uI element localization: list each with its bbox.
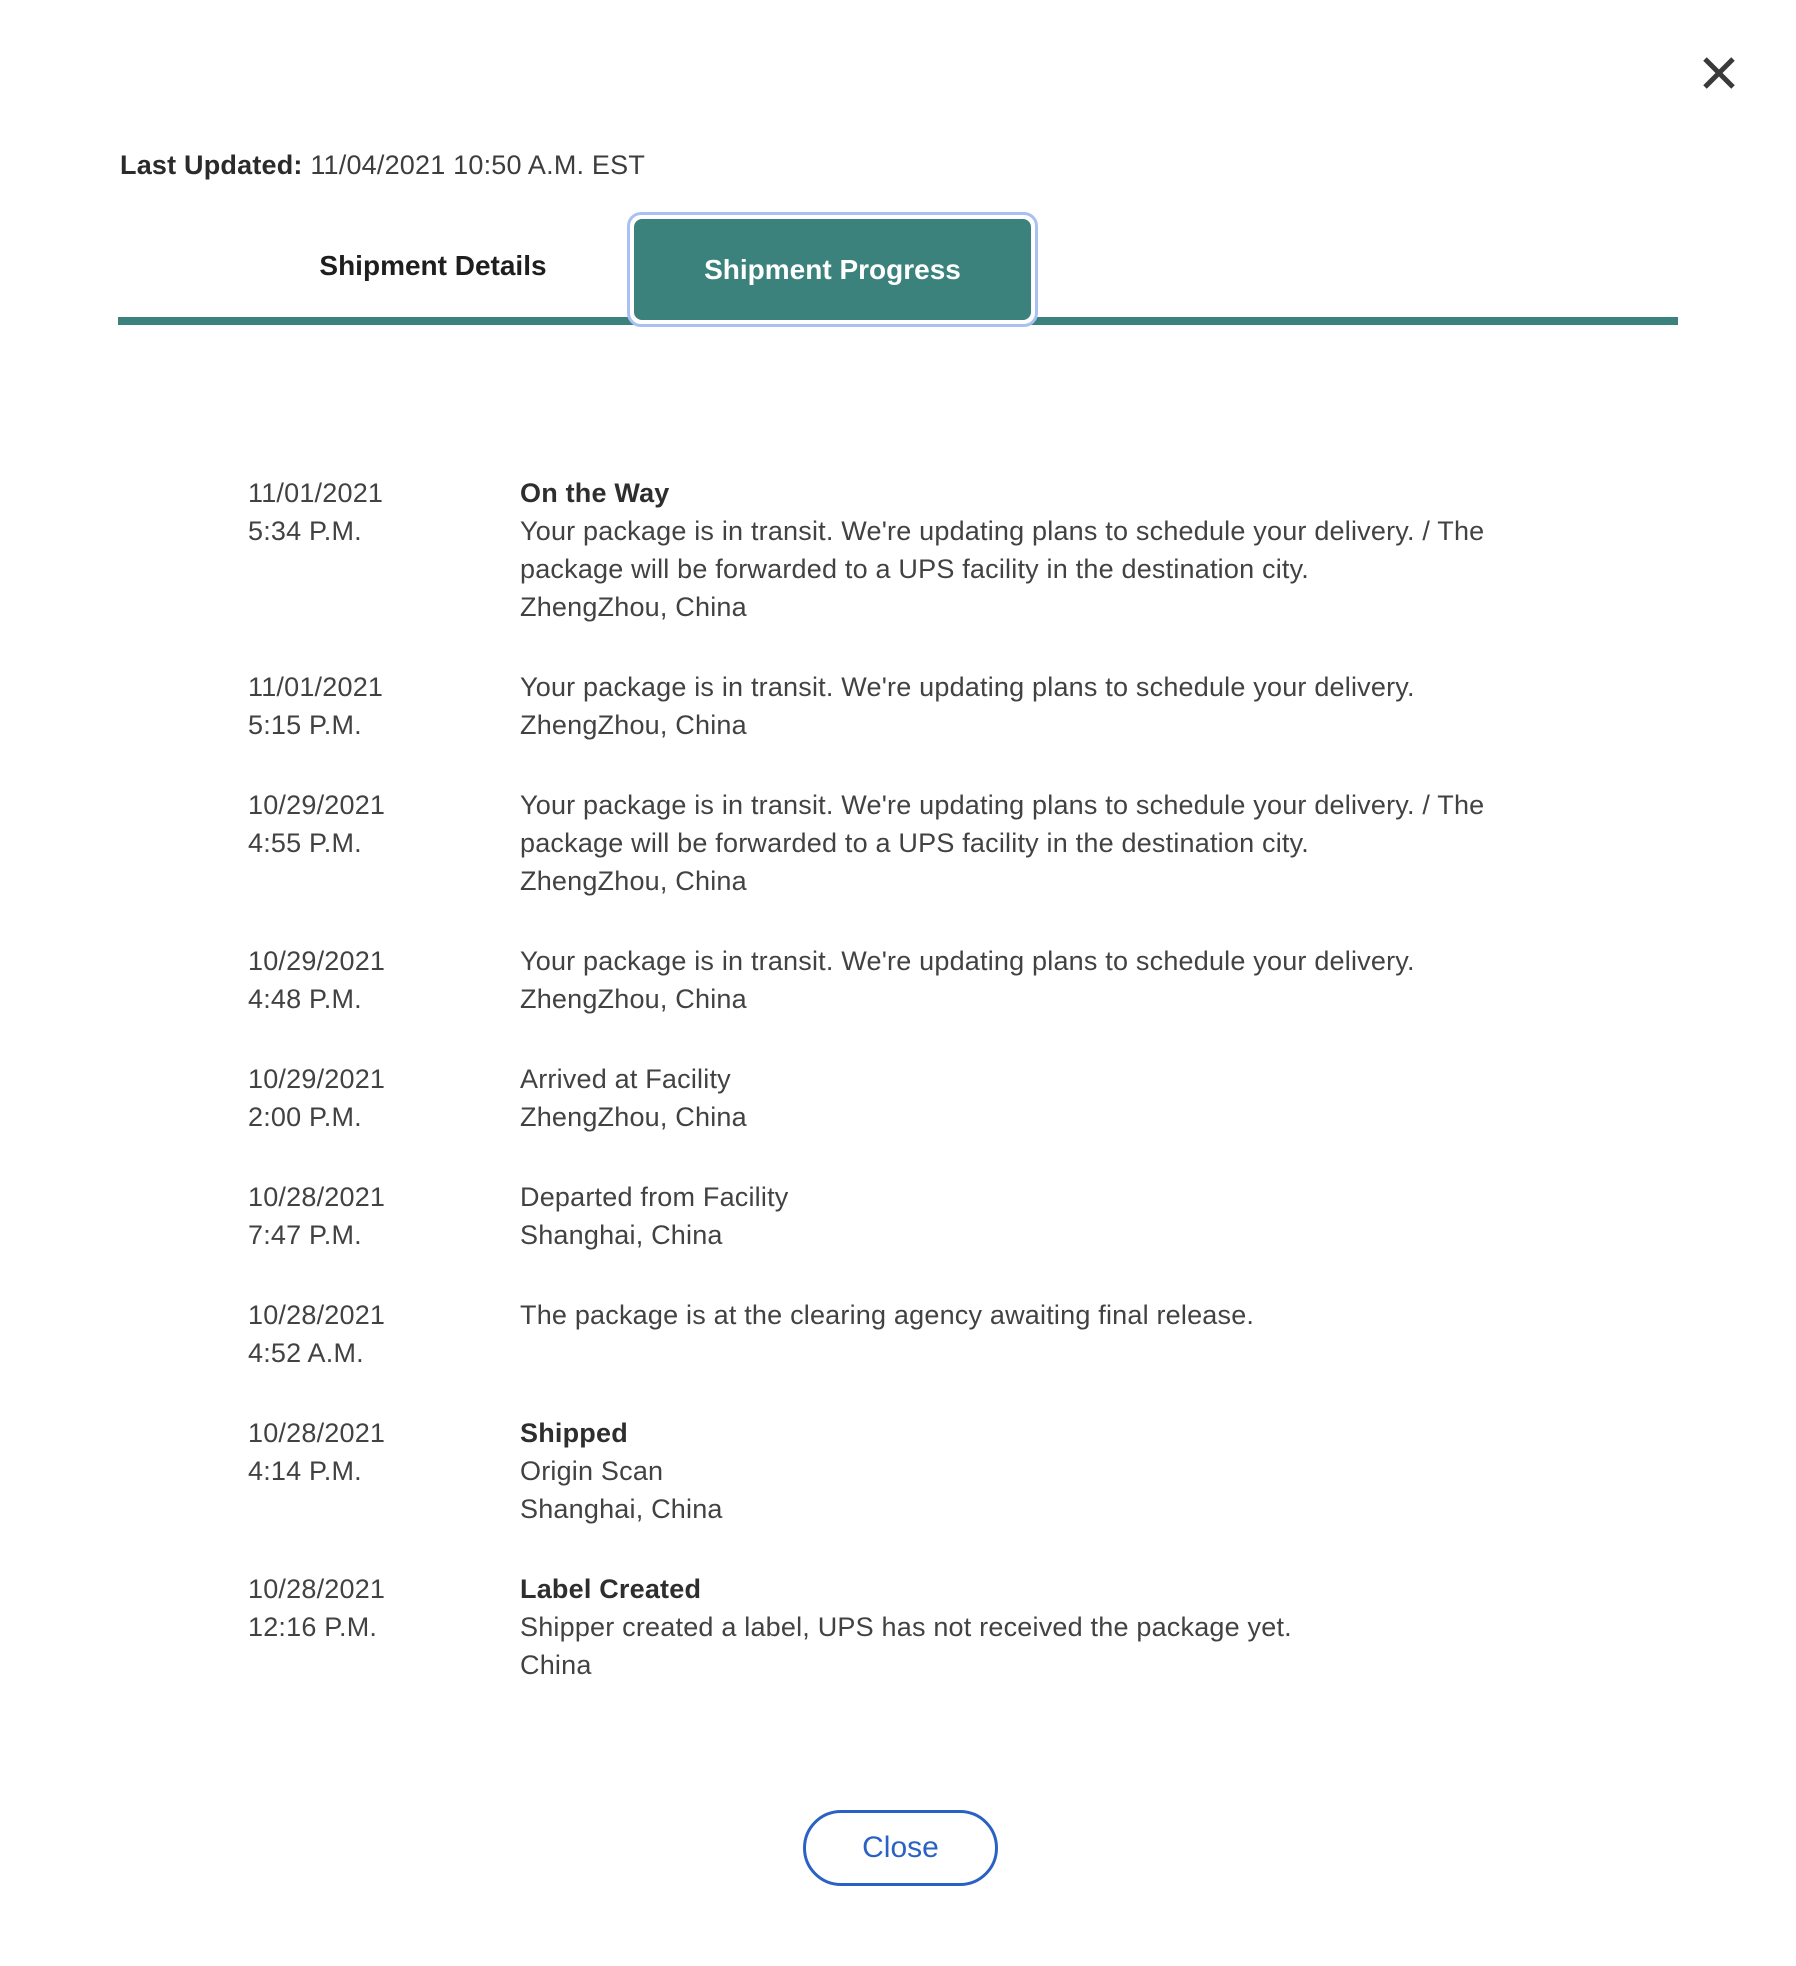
event-date-time xyxy=(248,1060,520,1136)
event-text-line: Shanghai, China xyxy=(520,1220,723,1250)
event-date: 10/28/2021 xyxy=(248,1574,386,1604)
event-date: 10/28/2021 xyxy=(248,1300,386,1330)
event-time: 4:48 P.M. xyxy=(248,984,362,1014)
shipment-event-row xyxy=(248,474,1508,626)
event-date: 10/29/2021 xyxy=(248,1064,386,1094)
shipment-event-row xyxy=(248,1414,1508,1528)
event-text-line: The package is at the clearing agency awaiting final release. xyxy=(520,1300,1255,1330)
tab-label: Shipment Details xyxy=(319,249,547,281)
last-updated xyxy=(120,150,645,181)
event-description xyxy=(520,786,1505,900)
shipment-event-row xyxy=(248,1296,1508,1372)
event-date-time xyxy=(248,668,520,744)
event-date-time xyxy=(248,1296,520,1372)
event-text-line: Shanghai, China xyxy=(520,1494,723,1524)
event-date: 10/29/2021 xyxy=(248,946,386,976)
event-text-line: Your package is in transit. We're updating plans to schedule your delivery. xyxy=(520,672,1415,702)
shipment-event-row xyxy=(248,942,1508,1018)
shipment-event-row xyxy=(248,668,1508,744)
close-x-icon xyxy=(1701,55,1737,91)
event-time: 7:47 P.M. xyxy=(248,1220,362,1250)
event-date-time xyxy=(248,786,520,900)
event-status-title: On the Way xyxy=(520,478,670,508)
event-text-line: Your package is in transit. We're updating plans to schedule your delivery. xyxy=(520,946,1415,976)
event-description xyxy=(520,1570,1505,1684)
event-date-time xyxy=(248,1570,520,1684)
event-date-time xyxy=(248,474,520,626)
event-text-line: China xyxy=(520,1650,592,1680)
event-description xyxy=(520,668,1505,744)
event-status-title: Label Created xyxy=(520,1574,702,1604)
event-date: 11/01/2021 xyxy=(248,672,384,702)
event-time: 12:16 P.M. xyxy=(248,1612,378,1642)
event-text-line: Arrived at Facility xyxy=(520,1064,731,1094)
event-text-line: ZhengZhou, China xyxy=(520,592,747,622)
shipment-event-row xyxy=(248,1060,1508,1136)
event-text-line: ZhengZhou, China xyxy=(520,710,747,740)
event-date: 10/28/2021 xyxy=(248,1418,386,1448)
event-text-line: Shipper created a label, UPS has not received the package yet. xyxy=(520,1612,1292,1642)
event-time: 4:52 A.M. xyxy=(248,1338,364,1368)
event-text-line: Departed from Facility xyxy=(520,1182,789,1212)
event-description xyxy=(520,1414,1505,1528)
event-status-title: Shipped xyxy=(520,1418,628,1448)
event-description xyxy=(520,1296,1505,1372)
event-description xyxy=(520,1060,1505,1136)
event-date-time xyxy=(248,1178,520,1254)
tab-active-fill xyxy=(634,219,1031,320)
shipment-event-row xyxy=(248,1178,1508,1254)
event-time: 5:34 P.M. xyxy=(248,516,362,546)
event-time: 2:00 P.M. xyxy=(248,1102,362,1132)
event-date-time xyxy=(248,942,520,1018)
event-time: 4:14 P.M. xyxy=(248,1456,362,1486)
event-description xyxy=(520,1178,1505,1254)
event-date: 10/28/2021 xyxy=(248,1182,386,1212)
event-text-line: Your package is in transit. We're updating plans to schedule your delivery. / The package will be forwarded to a UPS facility in the destination city. xyxy=(520,516,1485,584)
event-time: 4:55 P.M. xyxy=(248,828,362,858)
event-date: 10/29/2021 xyxy=(248,790,386,820)
event-time: 5:15 P.M. xyxy=(248,710,362,740)
event-text-line: ZhengZhou, China xyxy=(520,866,747,896)
event-text-line: Origin Scan xyxy=(520,1456,664,1486)
event-text-line: ZhengZhou, China xyxy=(520,984,747,1014)
event-description xyxy=(520,942,1505,1018)
modal-close-button[interactable] xyxy=(1694,48,1744,98)
event-description xyxy=(520,474,1505,626)
event-text-line: ZhengZhou, China xyxy=(520,1102,747,1132)
close-button[interactable]: Close xyxy=(803,1810,998,1886)
last-updated-value: 11/04/2021 10:50 A.M. EST xyxy=(310,150,646,180)
last-updated-label: Last Updated: xyxy=(120,150,303,180)
tab-shipment-progress[interactable] xyxy=(627,212,1038,327)
tab-bar xyxy=(118,212,1678,327)
event-date: 11/01/2021 xyxy=(248,478,384,508)
tab-shipment-details[interactable] xyxy=(228,212,638,319)
event-text-line: Your package is in transit. We're updating plans to schedule your delivery. / The package will be forwarded to a UPS facility in the destination city. xyxy=(520,790,1485,858)
shipment-events-list xyxy=(248,474,1508,1726)
event-date-time xyxy=(248,1414,520,1528)
tab-label: Shipment Progress xyxy=(704,253,961,285)
shipment-event-row xyxy=(248,786,1508,900)
shipment-event-row xyxy=(248,1570,1508,1684)
